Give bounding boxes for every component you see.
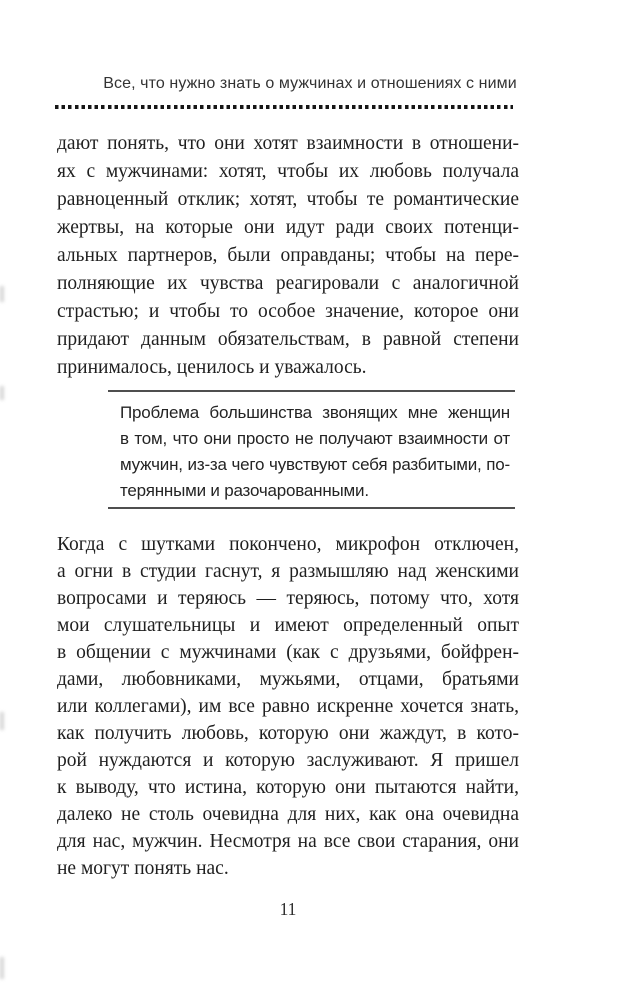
text-line: дами, любовниками, мужьями, отцами, братьями: [57, 669, 519, 690]
page-number: 11: [279, 899, 297, 919]
text-line: полняющие их чувства реагировали с аналогичной: [57, 273, 519, 294]
text-line: далеко не столь очевидна для них, как она очевидна: [57, 804, 519, 825]
text-line: а огни в студии гаснут, я размышляю над женскими: [57, 561, 519, 582]
text-line: мужчин, из-за чего чувствуют себя разбитыми, по-: [120, 455, 510, 474]
text-line: равноценный отклик; хотят, чтобы те романтические: [57, 189, 519, 210]
text-line: в том, что они просто не получают взаимности от: [120, 429, 510, 448]
text-line: жертвы, на которые они идут ради своих потенци-: [57, 217, 519, 238]
text-line: ях с мужчинами: хотят, чтобы их любовь получала: [57, 161, 519, 182]
scan-edge-artifact: [0, 957, 4, 979]
pull-quote: [108, 390, 515, 509]
text-line: мои слушательницы и имеют определенный опыт: [57, 615, 519, 636]
text-line: в общении с мужчинами (как с друзьями, бойфрен-: [57, 642, 519, 663]
header-dotted-rule: [55, 105, 513, 109]
scan-edge-artifact: [0, 386, 4, 400]
running-header: Все, что нужно знать о мужчинах и отношениях с ними: [103, 75, 517, 92]
text-line: принималось, ценилось и уважалось.: [57, 357, 367, 378]
scan-edge-artifact: [0, 286, 4, 302]
scan-edge-artifact: [0, 712, 4, 730]
text-line: для нас, мужчин. Несмотря на все свои старания, они: [57, 831, 519, 852]
paragraph-opening: [57, 130, 519, 382]
text-line: альных партнеров, были оправданы; чтобы на пере-: [57, 245, 519, 266]
text-line: как получить любовь, которую они жаждут, в кото-: [57, 723, 519, 744]
text-line: не могут понять нас.: [57, 858, 229, 879]
paragraph-main: [57, 531, 519, 882]
text-line: вопросами и теряюсь — теряюсь, потому что, хотя: [57, 588, 519, 609]
text-line: рой нуждаются и которую заслуживают. Я пришел: [57, 750, 519, 771]
text-line: или коллегами), им все равно искренне хочется знать,: [57, 696, 519, 717]
text-line: терянными и разочарованными.: [120, 481, 369, 500]
text-line: придают данным обязательствам, в равной степени: [57, 329, 519, 350]
text-line: Проблема большинства звонящих мне женщин: [120, 403, 510, 422]
text-line: дают понять, что они хотят взаимности в отношени-: [57, 133, 519, 154]
text-line: Когда с шутками покончено, микрофон отключен,: [57, 534, 519, 555]
text-line: страстью; и чтобы то особое значение, которое они: [57, 301, 519, 322]
text-line: к выводу, что истина, которую они пытаются найти,: [57, 777, 519, 798]
